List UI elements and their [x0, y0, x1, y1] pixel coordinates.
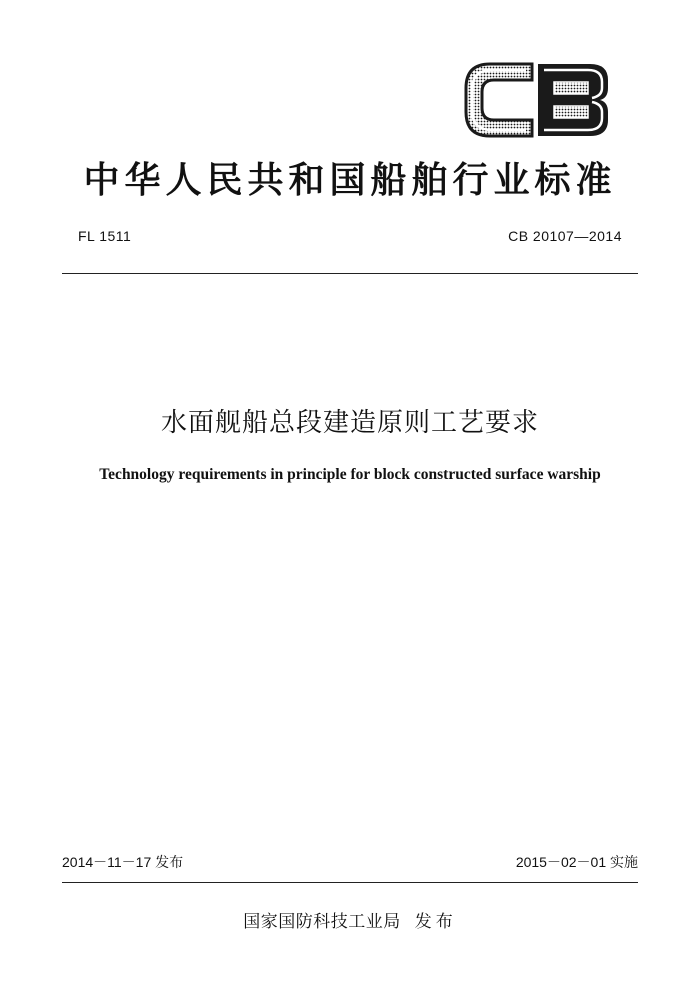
standard-category-title: 中华人民共和国船舶行业标准	[83, 160, 617, 201]
publisher-organization: 国家国防科技工业局	[243, 912, 401, 932]
cb-standard-logo-icon	[462, 60, 612, 140]
standard-number: CB 20107—2014	[508, 228, 622, 244]
bottom-divider	[62, 882, 638, 883]
top-divider	[62, 273, 638, 274]
publisher-line	[0, 907, 700, 932]
issue-date: 2014－11－17 发布	[62, 854, 184, 870]
publisher-action: 发布	[414, 912, 457, 932]
fl-classification-code: FL 1511	[78, 228, 132, 244]
document-title-chinese: 水面舰船总段建造原则工艺要求	[160, 408, 539, 438]
implementation-date: 2015－02－01 实施	[515, 854, 638, 870]
document-title-english: Technology requirements in principle for block constructed surface warship	[99, 466, 601, 483]
